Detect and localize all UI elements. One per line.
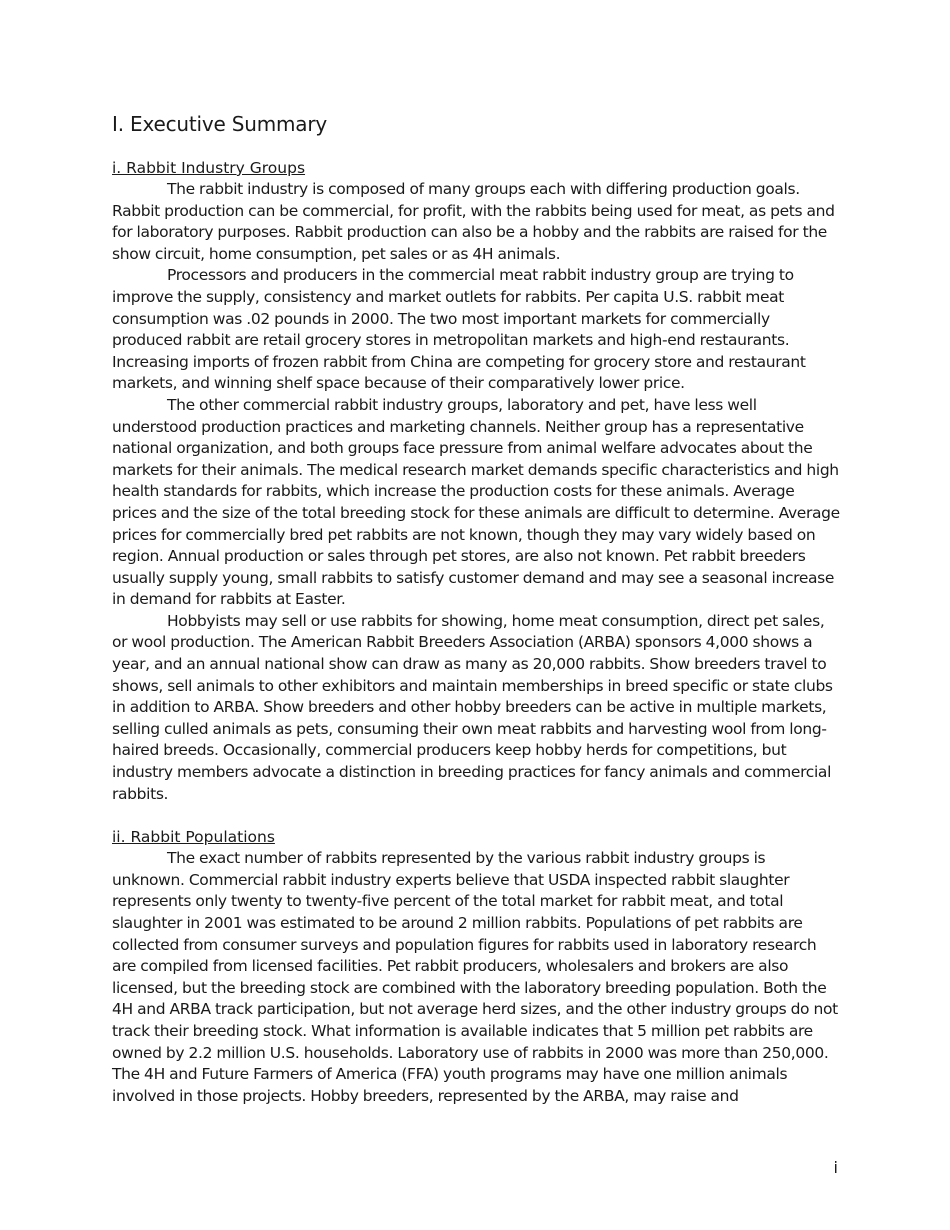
document-page	[112, 110, 842, 1107]
paragraph: Hobbyists may sell or use rabbits for showing, home meat consumption, direct pet sales, or wool production. The American Rabbit Breeders Association (ARBA) sponsors 4,000 shows a year, and an annual national show can draw as many as 20,000 rabbits. Show breeders travel to shows, sell animals to other exhibitors and maintain memberships in breed specific or state clubs in addition to ARBA. Show breeders and other hobby breeders can be active in multiple markets, selling culled animals as pets, consuming their own meat rabbits and harvesting wool from long-haired breeds. Occasionally, commercial producers keep hobby herds for competitions, but industry members advocate a distinction in breeding practices for fancy animals and commercial rabbits.	[112, 611, 833, 803]
paragraph: The rabbit industry is composed of many groups each with differing production goals. Rabbit production can be commercial, for profit, with the rabbits being used for meat, as pets and for laboratory purposes. Rabbit production can also be a hobby and the rabbits are raised for the show circuit, home consumption, pet sales or as 4H animals.	[112, 180, 835, 263]
page-number: i	[833, 1158, 838, 1177]
section-rabbit-industry-groups	[112, 158, 842, 805]
paragraph: The exact number of rabbits represented by the various rabbit industry groups is unknown. Commercial rabbit industry experts believe that USDA inspected rabbit slaughter represents only twenty to twenty-five percent of the total market for rabbit meat, and total slaughter in 2001 was estimated to be around 2 million rabbits. Populations of pet rabbits are collected from consumer surveys and population figures for rabbits used in laboratory research are compiled from licensed facilities. Pet rabbit producers, wholesalers and brokers are also licensed, but the breeding stock are combined with the laboratory breeding population. Both the 4H and ARBA track participation, but not average herd sizes, and the other industry groups do not track their breeding stock. What information is available indicates that 5 million pet rabbits are owned by 2.2 million U.S. households. Laboratory use of rabbits in 2000 was more than 250,000. The 4H and Future Farmers of America (FFA) youth programs may have one million animals involved in those projects. Hobby breeders, represented by the ARBA, may raise and	[112, 849, 838, 1105]
section-rabbit-populations	[112, 827, 842, 1107]
section-spacer	[112, 805, 842, 827]
paragraph: The other commercial rabbit industry groups, laboratory and pet, have less well understood production practices and marketing channels. Neither group has a representative national organization, and both groups face pressure from animal welfare advocates about the markets for their animals. The medical research market demands specific characteristics and high health standards for rabbits, which increase the production costs for these animals. Average prices and the size of the total breeding stock for these animals are difficult to determine. Average prices for commercially bred pet rabbits are not known, though they may vary widely based on region. Annual production or sales through pet stores, are also not known. Pet rabbit breeders usually supply young, small rabbits to satisfy customer demand and may see a seasonal increase in demand for rabbits at Easter.	[112, 395, 840, 609]
section-heading: ii. Rabbit Populations	[112, 828, 275, 847]
document-title: I. Executive Summary	[112, 112, 327, 136]
section-heading: i. Rabbit Industry Groups	[112, 159, 306, 177]
paragraph: Processors and producers in the commercial meat rabbit industry group are trying to improve the supply, consistency and market outlets for rabbits. Per capita U.S. rabbit meat consumption was .02 pounds in 2000. The two most important markets for commercially produced rabbit are retail grocery stores in metropolitan markets and high-end restaurants. Increasing imports of frozen rabbit from China are competing for grocery store and restaurant markets, and winning shelf space because of their comparatively lower price.	[112, 266, 806, 393]
